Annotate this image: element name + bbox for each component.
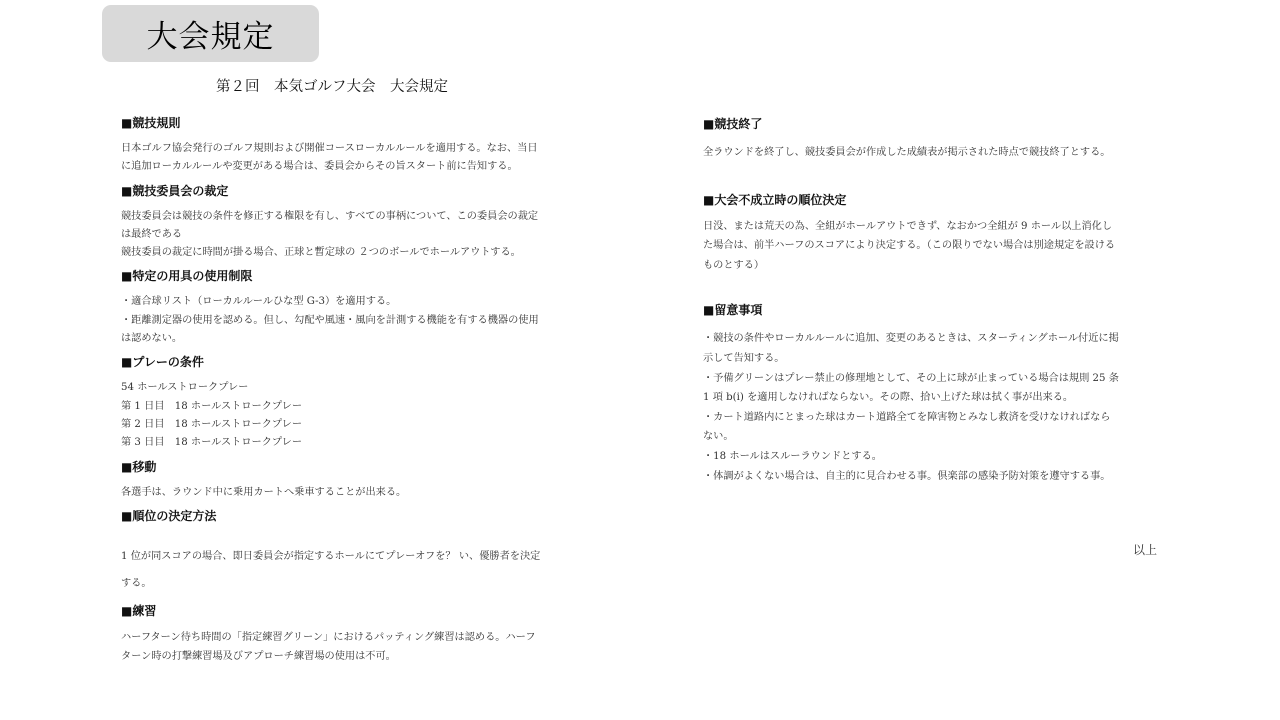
section-competition-end xyxy=(703,115,1161,163)
section-line: 1 位が同スコアの場合、即日委員会が指定するホールにてプレーオフを？ い、優勝者を決定 xyxy=(121,550,541,562)
section-line: 第 3 日目 18 ホールストロークプレー xyxy=(121,437,303,449)
section-line: 1 項 b(i) を適用しなければならない。その際、拾い上げた球は拭く事が出来る。 xyxy=(703,392,1074,404)
left-column xyxy=(121,114,561,667)
section-heading: ■順位の決定方法 xyxy=(121,508,217,523)
section-transport xyxy=(121,458,561,502)
closing-remark: 以上 xyxy=(1133,543,1158,557)
section-line: ものとする） xyxy=(703,259,765,271)
section-line: ・距離測定器の使用を認める。但し、勾配や風速・風向を計測する機能を有する機器の使用 xyxy=(121,314,539,326)
section-line: 54 ホールストロークプレー xyxy=(121,382,249,394)
section-play-conditions xyxy=(121,353,561,452)
section-line: ・予備グリーンはプレー禁止の修理地として、その上に球が止まっている場合は規則 25 条 xyxy=(703,372,1119,384)
section-line: 全ラウンドを終了し、競技委員会が作成した成績表が掲示された時点で競技終了とする。 xyxy=(703,147,1111,158)
section-heading: ■競技委員会の裁定 xyxy=(121,183,229,198)
section-line: 示して告知する。 xyxy=(703,352,785,364)
section-rules xyxy=(121,114,561,177)
section-cancellation-ranking xyxy=(703,191,1161,276)
section-heading: ■特定の用具の使用制限 xyxy=(121,269,253,284)
section-line: 各選手は、ラウンド中に乗用カートへ乗車することが出来る。 xyxy=(121,486,407,498)
section-committee-decision xyxy=(121,182,561,263)
section-line: ・適合球リスト（ローカルルールひな型 G-3）を適用する。 xyxy=(121,296,397,308)
section-line: 競技委員会は競技の条件を修正する権限を有し、すべての事柄について、この委員会の裁定 xyxy=(121,210,539,222)
section-line: する。 xyxy=(121,577,152,589)
section-line: ハーフターン待ち時間の「指定練習グリーン」におけるパッティング練習は認める。ハーフ xyxy=(121,631,536,643)
section-line: ・体調がよくない場合は、自主的に見合わせる事。倶楽部の感染予防対策を遵守する事。 xyxy=(703,470,1111,482)
section-line: 日没、または荒天の為、全組がホールアウトできず、なおかつ全組が 9 ホール以上消化し xyxy=(703,220,1113,232)
section-line: ・競技の条件やローカルルールに追加、変更のあるときは、スターティングホール付近に掲 xyxy=(703,333,1119,345)
section-heading: ■留意事項 xyxy=(703,303,763,318)
section-heading: ■大会不成立時の順位決定 xyxy=(703,192,847,207)
section-line: ターン時の打撃練習場及びアプローチ練習場の使用は不可。 xyxy=(121,651,396,663)
section-line: は認めない。 xyxy=(121,333,183,345)
section-line: に追加ローカルルールや変更がある場合は、委員会からその旨スタート前に告知する。 xyxy=(121,161,518,173)
section-heading: ■競技規則 xyxy=(121,116,181,130)
section-equipment-restrictions xyxy=(121,267,561,348)
section-practice xyxy=(121,602,561,667)
document-title: 大会規定 xyxy=(146,19,275,55)
section-line: 日本ゴルフ協会発行のゴルフ規則および開催コースローカルルールを適用する。なお、当日 xyxy=(121,143,538,154)
right-column xyxy=(703,115,1161,486)
section-line: ・18 ホールはスルーラウンドとする。 xyxy=(703,450,882,462)
section-line: 第 1 日目 18 ホールストロークプレー xyxy=(121,400,303,412)
section-line: た場合は、前半ハーフのスコアにより決定する。（この限りでない場合は別途規定を設ける xyxy=(703,240,1116,252)
section-line: ない。 xyxy=(703,431,734,443)
section-line: 競技委員の裁定に時間が掛る場合、正球と暫定球の ２つのボールでホールアウトする。 xyxy=(121,247,521,259)
section-heading: ■練習 xyxy=(121,603,157,618)
section-heading: ■プレーの条件 xyxy=(121,355,204,370)
section-heading: ■移動 xyxy=(121,459,157,474)
section-notes xyxy=(703,301,1161,486)
document-subtitle: 第２回 本気ゴルフ大会 大会規定 xyxy=(216,79,448,95)
section-line: ・カート道路内にとまった球はカート道路全てを障害物とみなし救済を受けなければなら xyxy=(703,411,1111,423)
section-line: は最終である xyxy=(121,228,183,240)
section-line: 第 2 日目 18 ホールストロークプレー xyxy=(121,418,303,430)
section-ranking-method xyxy=(121,507,561,597)
document-title-banner xyxy=(102,5,319,62)
section-heading: ■競技終了 xyxy=(703,117,763,131)
